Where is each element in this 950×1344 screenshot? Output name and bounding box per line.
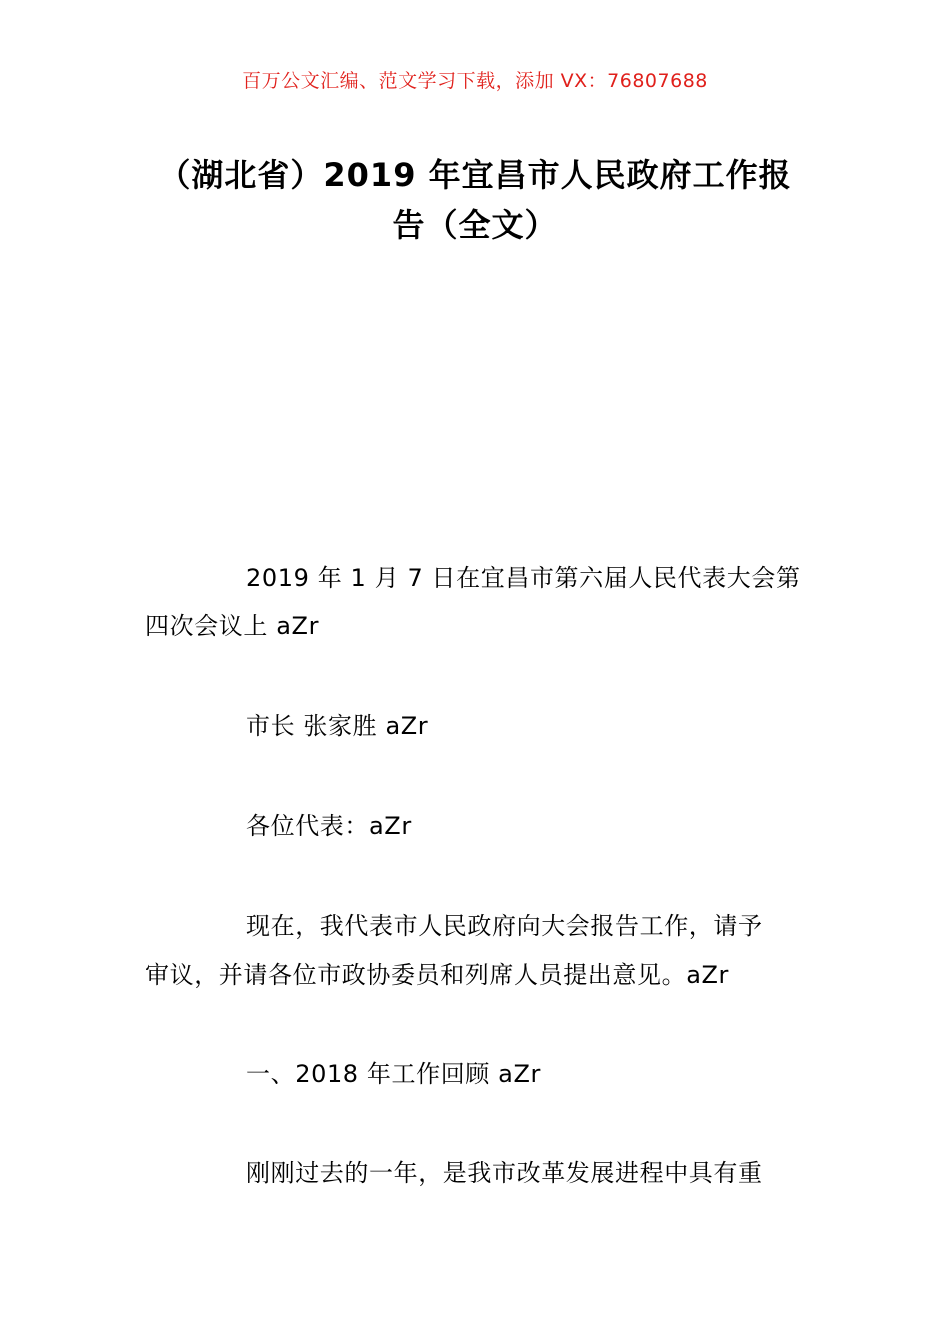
watermark-header: 百万公文汇编、范文学习下载，添加 VX：76807688 bbox=[242, 70, 708, 92]
paragraph-intro-line-2: 审议，并请各位市政协委员和列席人员提出意见。aZr bbox=[145, 961, 730, 989]
paragraph-meeting-line-1: 2019 年 1 月 7 日在宜昌市第六届人民代表大会第 bbox=[246, 564, 801, 592]
paragraph-meeting-line-2: 四次会议上 aZr bbox=[145, 612, 320, 640]
paragraph-salutation: 各位代表：aZr bbox=[246, 812, 412, 840]
document-title-line-1: （湖北省）2019 年宜昌市人民政府工作报 bbox=[158, 156, 792, 194]
paragraph-review-line-1: 刚刚过去的一年，是我市改革发展进程中具有重 bbox=[246, 1159, 763, 1187]
document-title-line-2: 告（全文） bbox=[392, 206, 558, 244]
paragraph-mayor: 市长 张家胜 aZr bbox=[246, 712, 429, 740]
paragraph-intro-line-1: 现在，我代表市人民政府向大会报告工作，请予 bbox=[246, 912, 763, 940]
section-heading-review: 一、2018 年工作回顾 aZr bbox=[246, 1060, 541, 1088]
